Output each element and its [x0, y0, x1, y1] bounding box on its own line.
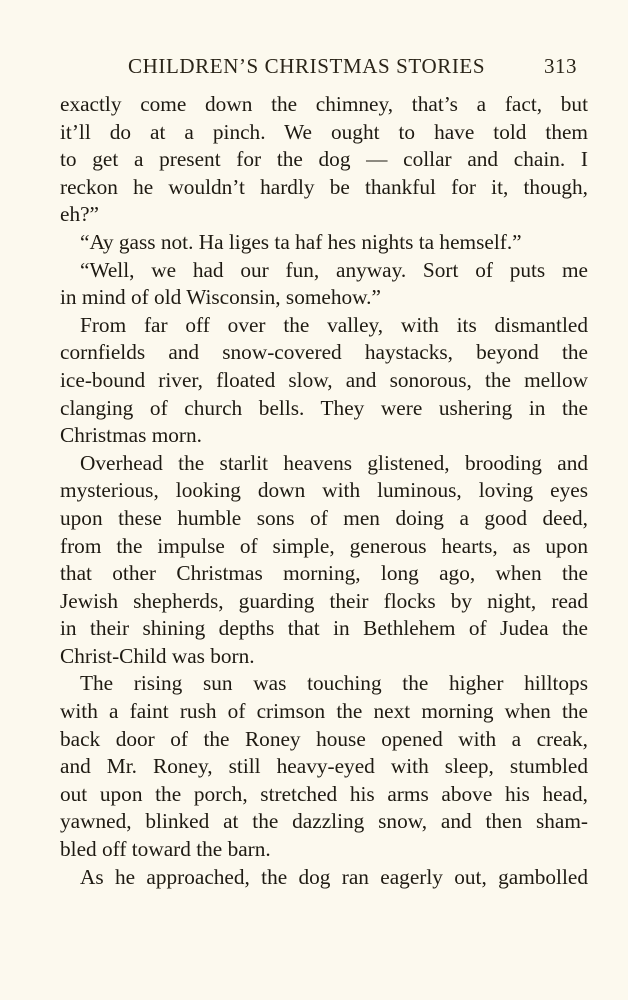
text-line: eh?”: [60, 202, 100, 227]
text-line: and Mr. Roney, still heavy-eyed with sleep, stumbled: [60, 754, 588, 779]
text-line: “Well, we had our fun, anyway. Sort of puts me: [80, 257, 588, 282]
text-line: yawned, blinked at the dazzling snow, and then sham-: [60, 809, 588, 834]
text-line: it’ll do at a pinch. We ought to have told them: [60, 119, 588, 144]
page-number: 313: [544, 54, 577, 78]
text-line: exactly come down the chimney, that’s a fact, but: [60, 92, 588, 116]
text-line: mysterious, looking down with luminous, loving eyes: [60, 478, 588, 503]
running-title: CHILDREN’S CHRISTMAS STORIES: [128, 54, 486, 78]
text-line: clanging of church bells. They were ushering in the: [60, 395, 588, 420]
text-line: cornfields and snow-covered haystacks, beyond the: [60, 340, 588, 365]
text-line: to get a present for the dog — collar and chain. I: [60, 147, 588, 172]
text-line: in their shining depths that in Bethlehem of Judea the: [60, 616, 588, 641]
text-line: bled off toward the barn.: [60, 837, 271, 862]
text-line: Christ-Child was born.: [60, 643, 255, 668]
running-head: [0, 54, 628, 84]
text-line: from the impulse of simple, generous hearts, as upon: [60, 533, 588, 558]
text-line: in mind of old Wisconsin, somehow.”: [60, 285, 381, 310]
text-line: “Ay gass not. Ha liges ta haf hes nights ta hemself.”: [80, 229, 522, 254]
text-line: As he approached, the dog ran eagerly out, gambolled: [80, 864, 588, 889]
text-line: that other Christmas morning, long ago, when the: [60, 561, 588, 586]
text-line: From far off over the valley, with its dismantled: [80, 312, 588, 337]
text-line: ice-bound river, floated slow, and sonorous, the mellow: [60, 367, 588, 392]
text-line: upon these humble sons of men doing a good deed,: [60, 505, 588, 530]
text-line: Jewish shepherds, guarding their flocks by night, read: [60, 588, 588, 613]
text-line: reckon he wouldn’t hardly be thankful for it, though,: [60, 174, 588, 199]
text-line: The rising sun was touching the higher hilltops: [80, 671, 588, 696]
text-line: Christmas morn.: [60, 423, 202, 448]
text-line: back door of the Roney house opened with a creak,: [60, 726, 588, 751]
text-line: out upon the porch, stretched his arms above his head,: [60, 781, 588, 806]
text-line: Overhead the starlit heavens glistened, brooding and: [80, 450, 588, 475]
text-line: with a faint rush of crimson the next morning when the: [60, 699, 588, 724]
body-text: [60, 91, 588, 891]
